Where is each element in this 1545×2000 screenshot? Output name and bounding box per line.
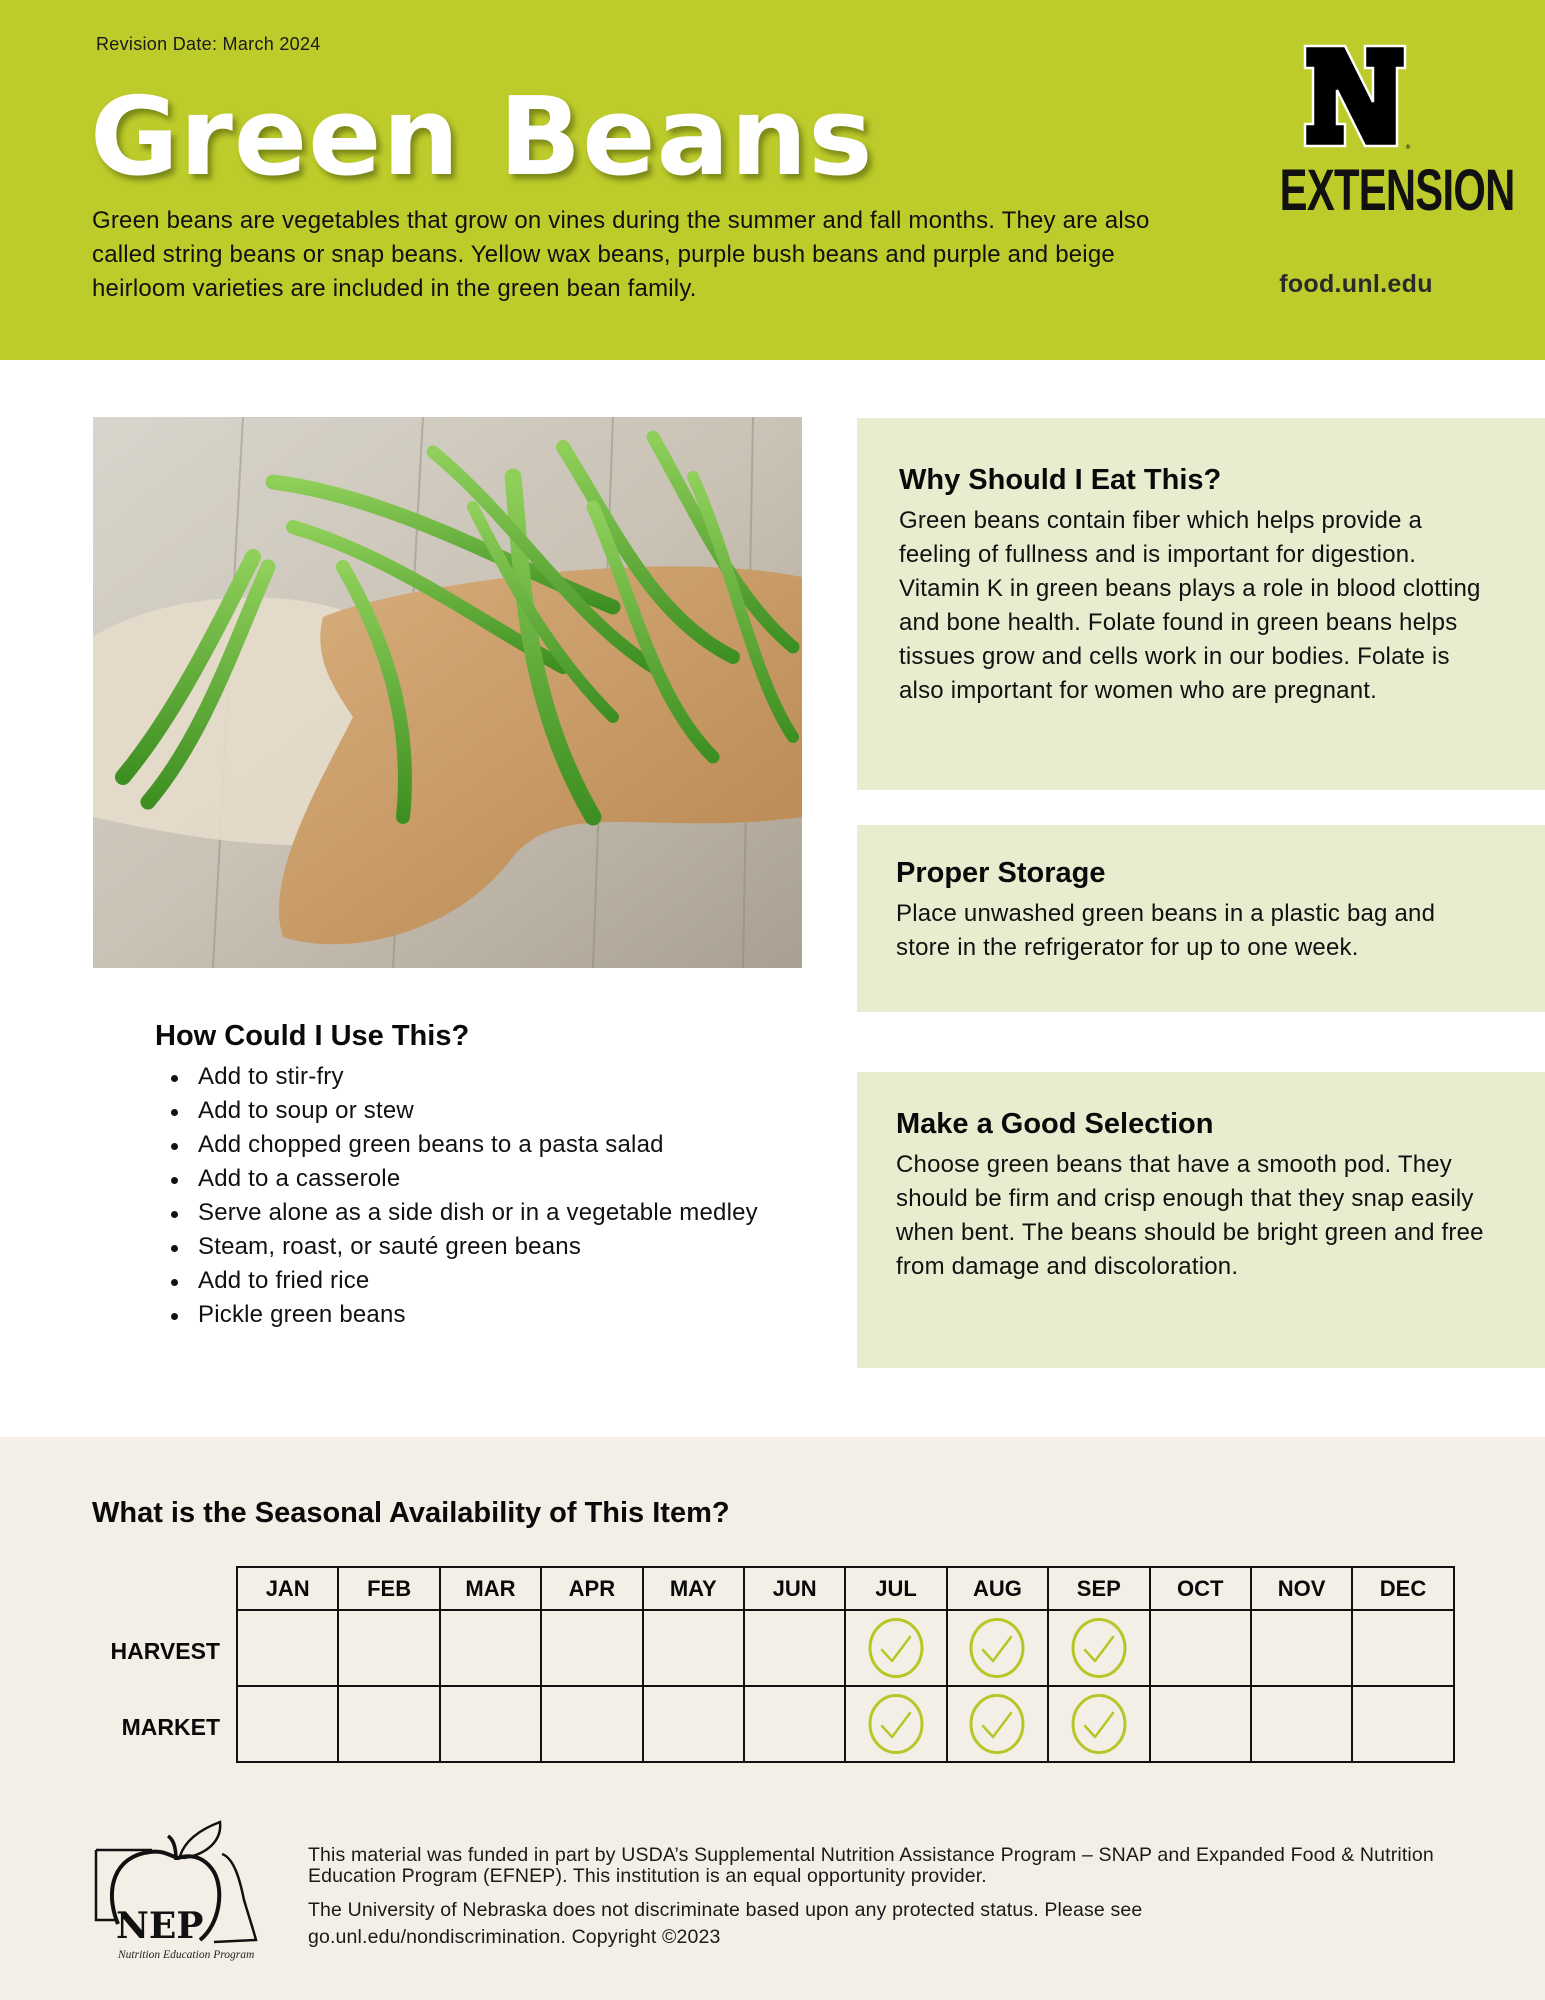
market-cell-apr [541,1686,642,1762]
selection-panel [857,1072,1545,1368]
intro-paragraph: Green beans are vegetables that grow on vines during the summer and fall months. They are also called string beans or snap beans. Yellow wax beans, purple bush beans and purple and beige heirloom varieties are included in the green bean family. [92,207,1150,302]
why-eat-panel [857,418,1545,790]
month-header-oct: OCT [1150,1567,1251,1610]
month-header-may: MAY [643,1567,744,1610]
circle-check-icon [867,1617,925,1679]
month-header-jan: JAN [237,1567,338,1610]
header-banner [0,0,1545,360]
usage-section [155,1016,795,1332]
harvest-cell-apr [541,1610,642,1686]
market-cell-jan [237,1686,338,1762]
harvest-cell-jan [237,1610,338,1686]
market-row [237,1686,1454,1762]
circle-check-icon [1070,1617,1128,1679]
month-header-sep: SEP [1048,1567,1149,1610]
month-header-apr: APR [541,1567,642,1610]
market-cell-sep [1048,1686,1149,1762]
harvest-cell-may [643,1610,744,1686]
market-row-label: MARKET [121,1714,220,1740]
list-item: Steam, roast, or sauté green beans [155,1230,795,1264]
green-beans-photo [93,417,802,968]
seasonal-availability-section [0,1437,1545,2000]
nebraska-n-logo-icon [1303,44,1411,150]
storage-title: Proper Storage [896,857,1106,889]
harvest-cell-aug [947,1610,1048,1686]
market-cell-mar [440,1686,541,1762]
harvest-cell-sep [1048,1610,1149,1686]
market-cell-dec [1352,1686,1453,1762]
circle-check-icon [968,1617,1026,1679]
storage-body: Place unwashed green beans in a plastic bag and store in the refrigerator for up to one week. [896,900,1436,961]
month-header-nov: NOV [1251,1567,1352,1610]
market-cell-aug [947,1686,1048,1762]
harvest-cell-jun [744,1610,845,1686]
selection-body: Choose green beans that have a smooth pod. They should be firm and crisp enough that they snap easily when bent. The beans should be bright green and free from damage and discoloration. [896,1151,1484,1280]
month-header-feb: FEB [338,1567,439,1610]
harvest-cell-oct [1150,1610,1251,1686]
usage-title: How Could I Use This? [155,1020,470,1052]
harvest-row-label: HARVEST [110,1638,220,1664]
market-cell-oct [1150,1686,1251,1762]
month-header-row [237,1567,1454,1610]
market-cell-nov [1251,1686,1352,1762]
svg-text:NEP: NEP [116,1905,204,1947]
list-item: Pickle green beans [155,1298,795,1332]
month-header-mar: MAR [440,1567,541,1610]
nondiscrimination-statement: The University of Nebraska does not discriminate based upon any protected status. Please see go.unl.edu/nondiscrimination. Copyright ©2023 [308,1899,1143,1948]
harvest-cell-jul [845,1610,946,1686]
why-eat-title: Why Should I Eat This? [899,464,1222,496]
funding-statement: This material was funded in part by USDA’s Supplemental Nutrition Assistance Program – SNAP and Expanded Food & Nutrition Education Program (EFNEP). This institution is an equal opportunity provider. [308,1844,1434,1887]
market-cell-feb [338,1686,439,1762]
harvest-cell-mar [440,1610,541,1686]
selection-title: Make a Good Selection [896,1108,1214,1140]
list-item: Add to soup or stew [155,1094,795,1128]
market-cell-jul [845,1686,946,1762]
season-title: What is the Seasonal Availability of This Item? [92,1497,730,1529]
extension-wordmark: EXTENSION [1279,158,1515,223]
website-link[interactable]: food.unl.edu [1279,270,1433,298]
list-item: Add to fried rice [155,1264,795,1298]
revision-date: Revision Date: March 2024 [96,34,321,54]
market-cell-may [643,1686,744,1762]
usage-list [155,1060,795,1332]
page-title: Green Beans [90,75,874,200]
why-eat-body: Green beans contain fiber which helps provide a feeling of fullness and is important for digestion. Vitamin K in green beans plays a role in blood clotting and bone health. Folate found in green beans helps tissues grow and cells work in our bodies. Folate is also important for women who are pregnant. [899,507,1481,704]
list-item: Add chopped green beans to a pasta salad [155,1128,795,1162]
green-beans-image-icon [93,417,802,968]
harvest-cell-nov [1251,1610,1352,1686]
svg-text:Nutrition Education Program: Nutrition Education Program [118,1949,255,1961]
harvest-cell-dec [1352,1610,1453,1686]
month-header-dec: DEC [1352,1567,1453,1610]
market-cell-jun [744,1686,845,1762]
storage-panel [857,825,1545,1012]
harvest-row [237,1610,1454,1686]
svg-text:®: ® [1405,144,1411,150]
month-header-jun: JUN [744,1567,845,1610]
month-header-jul: JUL [845,1567,946,1610]
harvest-cell-feb [338,1610,439,1686]
availability-table [236,1566,1455,1763]
list-item: Serve alone as a side dish or in a vegetable medley [155,1196,795,1230]
circle-check-icon [968,1693,1026,1755]
circle-check-icon [1070,1693,1128,1755]
nep-logo-icon [94,1820,284,1962]
list-item: Add to a casserole [155,1162,795,1196]
month-header-aug: AUG [947,1567,1048,1610]
circle-check-icon [867,1693,925,1755]
list-item: Add to stir-fry [155,1060,795,1094]
